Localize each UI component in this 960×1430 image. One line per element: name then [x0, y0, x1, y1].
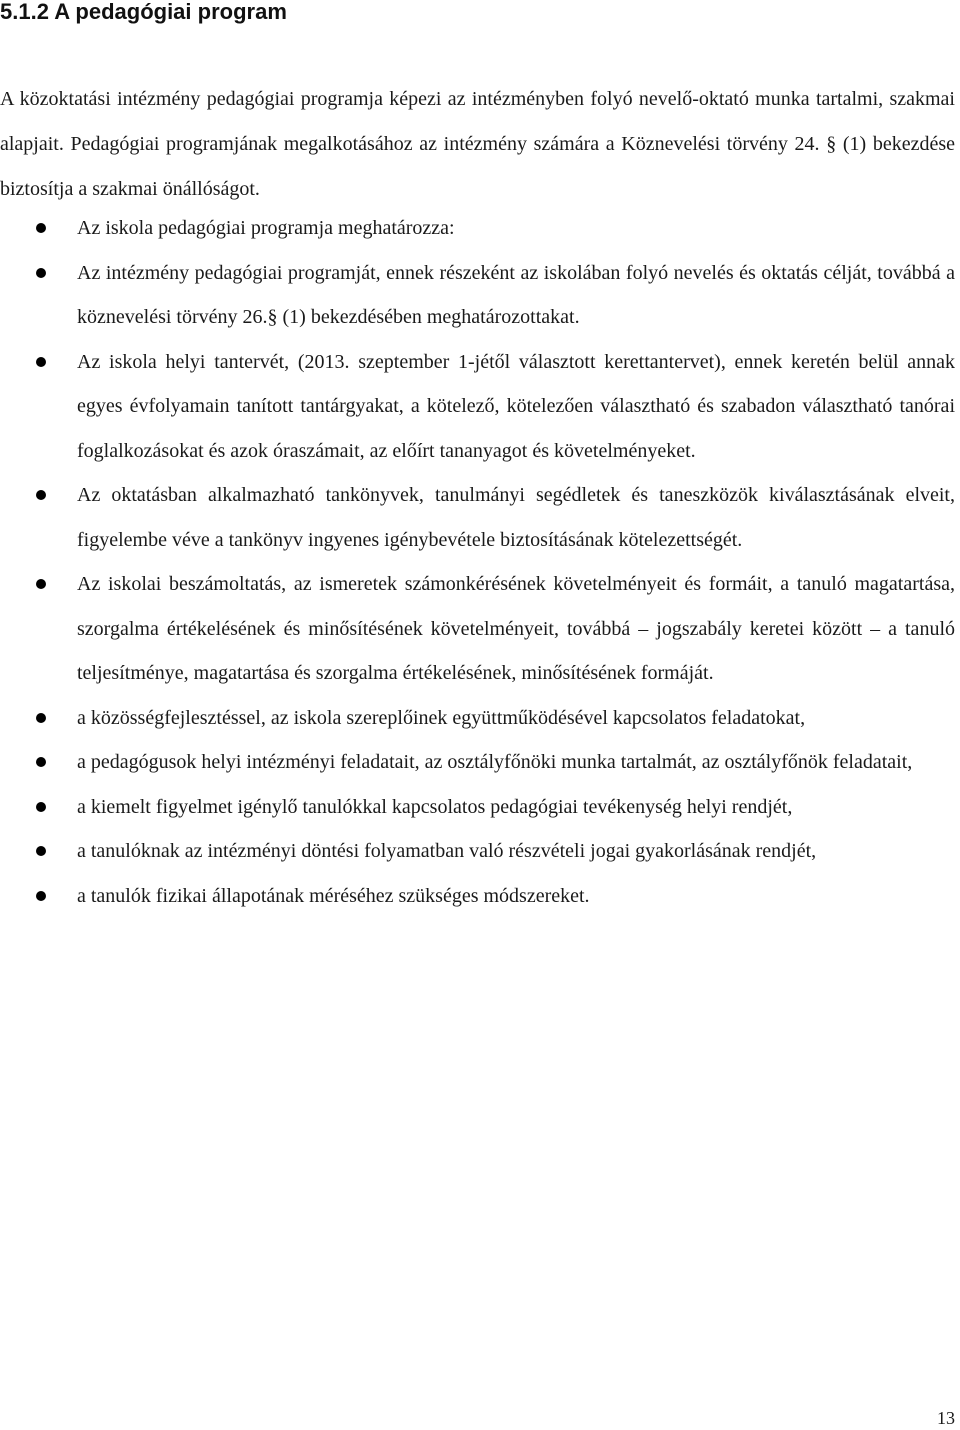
- bullet-icon: [36, 579, 46, 589]
- list-item: [0, 829, 955, 874]
- bullet-icon: [36, 757, 46, 767]
- list-item: [0, 340, 955, 474]
- bullet-icon: [36, 846, 46, 856]
- page-number: 13: [937, 1408, 955, 1428]
- intro-paragraph: A közoktatási intézmény pedagógiai programja képezi az intézményben folyó nevelő-oktató munka tartalmi, szakmai alapjait. Pedagógiai programjának megalkotásához az intézmény számára a Köznevelési törvény 24. § (1) bekezdése biztosítja a szakmai önállóságot.: [0, 88, 955, 200]
- list-item: [0, 473, 955, 562]
- list-item-text: a kiemelt figyelmet igénylő tanulókkal kapcsolatos pedagógiai tevékenység helyi rendjét,: [77, 795, 793, 818]
- list-item-text: Az iskola pedagógiai programja meghatározza:: [77, 217, 455, 239]
- list-item: [0, 562, 955, 696]
- bullet-icon: [36, 891, 46, 901]
- list-item-text: a közösségfejlesztéssel, az iskola szereplőinek együttműködésével kapcsolatos feladatokat,: [77, 706, 806, 729]
- bullet-icon: [36, 268, 46, 278]
- list-item-text: a tanulóknak az intézményi döntési folyamatban való részvételi jogai gyakorlásának rendjét,: [77, 840, 817, 862]
- list-item: [0, 785, 955, 830]
- list-item-text: Az oktatásban alkalmazható tankönyvek, tanulmányi segédletek és taneszközök kiválasztásának elveit, figyelembe véve a tankönyv ingyenes igénybevétele biztosításának kötelezettségét.: [77, 484, 955, 551]
- list-item: [0, 874, 955, 919]
- bullet-icon: [36, 490, 46, 500]
- list-item: [0, 740, 955, 785]
- section-heading: 5.1.2 A pedagógiai program: [0, 0, 287, 24]
- list-item-text: a pedagógusok helyi intézményi feladatait, az osztályfőnöki munka tartalmát, az osztályfőnök feladatait,: [77, 751, 913, 773]
- list-item: [0, 206, 955, 251]
- bullet-list: [0, 206, 955, 918]
- list-item-text: Az iskola helyi tantervét, (2013. szeptember 1-jétől választott kerettantervet), ennek keretén belül annak egyes évfolyamain tanított tantárgyakat, a kötelező, kötelezően választható és szabadon választható tanórai foglalkozásokat és azok óraszámait, az előírt tananyagot és követelményeket.: [77, 350, 955, 462]
- bullet-icon: [36, 223, 46, 233]
- list-item: [0, 696, 955, 741]
- bullet-icon: [36, 713, 46, 723]
- bullet-icon: [36, 357, 46, 367]
- bullet-icon: [36, 802, 46, 812]
- list-item-text: a tanulók fizikai állapotának méréséhez szükséges módszereket.: [77, 884, 590, 907]
- list-item-text: Az iskolai beszámoltatás, az ismeretek számonkérésének követelményeit és formáit, a tanuló magatartása, szorgalma értékelésének és minősítésének követelményeit, továbbá – jogszabály keretei között – a tanuló teljesítménye, magatartása és szorgalma értékelésének, minősítésének formáját.: [77, 573, 955, 684]
- list-item-text: Az intézmény pedagógiai programját, ennek részeként az iskolában folyó nevelés és oktatás célját, továbbá a köznevelési törvény 26.§ (1) bekezdésében meghatározottakat.: [77, 261, 955, 328]
- list-item: [0, 251, 955, 340]
